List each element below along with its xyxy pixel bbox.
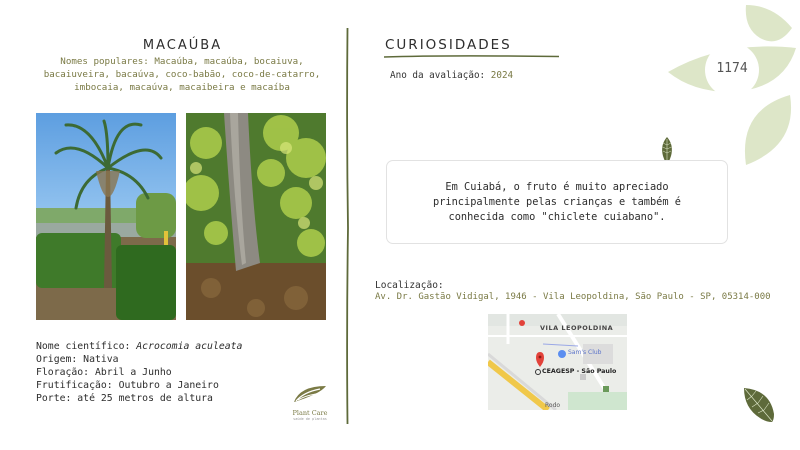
map-place-label: CEAGESP - São Paulo xyxy=(542,368,617,375)
title-underline xyxy=(384,54,559,60)
plant-title: MACAÚBA xyxy=(142,38,223,53)
popular-names: Nomes populares: Macaúba, macaúba, bocaiuva, bacaiuveira, bacaúva, coco-babão, coco-de-catarro, imbocaia, macaúva, macaibeira e macaíba xyxy=(43,56,321,93)
palm-trunk-photo xyxy=(186,113,326,320)
curiosities-title: CURIOSIDADES xyxy=(385,37,512,53)
logo-tagline: saúde de plantas xyxy=(293,417,327,421)
logo-name: Plant Care xyxy=(292,409,328,417)
location-label: Localização: xyxy=(375,280,444,291)
map-road-label: Rodo xyxy=(545,402,561,409)
palm-tree-photo xyxy=(36,113,176,320)
map-store-label: Sam's Club xyxy=(568,349,602,356)
flowering: Floração: Abril a Junho xyxy=(36,367,172,378)
address: Av. Dr. Gastão Vidigal, 1946 - Vila Leopoldina, São Paulo - SP, 05314-000 xyxy=(375,292,771,302)
record-number: 1174 xyxy=(716,61,748,76)
curiosity-text: Em Cuiabá, o fruto é muito apreciado principalmente pelas crianças e também é conhecida como "chiclete cuiabano". xyxy=(433,180,681,223)
scientific-name: Acrocomia aculeata xyxy=(136,341,243,352)
fruiting: Frutificação: Outubro a Janeiro xyxy=(36,380,219,391)
scientific-label: Nome científico: xyxy=(36,341,137,352)
plant-details xyxy=(36,340,242,405)
evaluation-year xyxy=(390,70,513,81)
decorative-leaves xyxy=(668,0,800,175)
location-map[interactable] xyxy=(488,314,627,410)
corner-leaf-icon xyxy=(742,386,776,424)
curiosity-card xyxy=(386,160,728,244)
map-district-label: VILA LEOPOLDINA xyxy=(540,324,614,332)
year-label: Ano da avaliação: xyxy=(390,70,491,81)
year-value: 2024 xyxy=(490,70,514,81)
plant-care-logo xyxy=(285,384,335,421)
size: Porte: até 25 metros de altura xyxy=(36,393,213,404)
scientific-name-line xyxy=(36,340,242,353)
logo-leaf-icon xyxy=(290,384,330,404)
column-divider xyxy=(346,28,349,424)
origin: Origem: Nativa xyxy=(36,354,119,365)
